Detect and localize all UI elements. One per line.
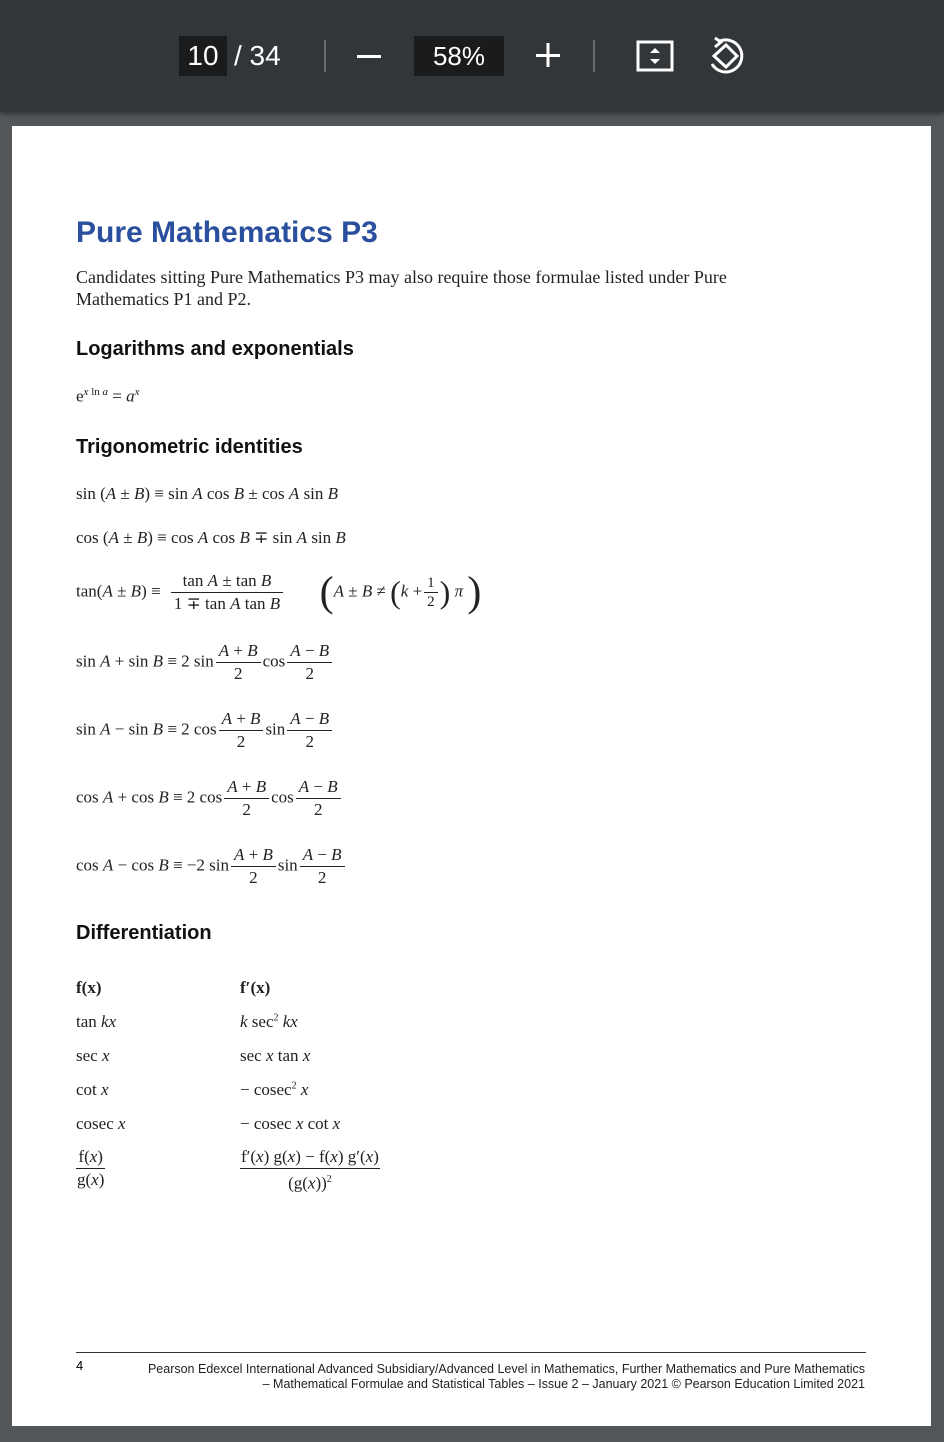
minus-icon [356,44,382,68]
rotate-icon [706,36,746,76]
diff-row-quotient-fpx: $\frac{f'(x) g(x) - f(x) g'(x)}{(g(x))^2}$ [241,1147,379,1193]
formula-cos-sum: cos (A ± B) ≡ cos A cos B ∓ sin A sin B [76,528,346,547]
diff-row-sec-fx: sec x [76,1046,110,1065]
rotate-button[interactable] [706,36,746,76]
page-total-label: / 34 [234,40,281,71]
plus-icon [535,42,561,68]
zoom-out-button[interactable] [356,44,382,68]
footer-page-number: 4 [76,1358,84,1373]
fit-to-page-button[interactable] [636,40,674,72]
diff-row-tan-fpx: k $\sec^2$ kx [240,1012,298,1031]
section-heading-trig: Trigonometric identities [76,436,303,458]
formula-cos-minus-cos: cos A − cos B ≡ −2 sin $\frac{A + B}{2}$ sin $\frac{A - B}{2}$ [76,844,347,889]
diff-table-header-fx: f(x) [76,978,102,997]
footer-text: Pearson Edexcel International Advanced Subsidiary/Advanced Level in Mathematics, Further Mathematics and Pure Mathematics – Mathematical Formulae and Statistical Tables – Issue 2 – January 2021 © Pearson Education Limited 2021 [147,1362,865,1391]
diff-row-quotient-fx: $\frac{f(x)}{g(x)}$ [77,1147,105,1189]
diff-row-cot-fpx: − cosec$^2$ x [240,1080,309,1099]
page-title: Pure Mathematics P3 [76,216,378,249]
formula-tan-sum: tan(A ± B) ≡ $\frac{\text{tan A ± tan B}}{\text{1 ∓ tan A tan B}}$ (A ± B ≠ (k + $\frac{1}{2}$ ) π ) [76,569,482,616]
toolbar-divider [593,40,595,72]
fit-page-icon [636,40,674,72]
formula-sin-plus-sin: sin A + sin B ≡ 2 sin $\frac{A + B}{2}$ cos $\frac{A - B}{2}$ [76,640,334,685]
zoom-in-button[interactable] [535,42,561,68]
formula-exp-log: $e^{x ln a} = a^x$ [76,386,140,406]
diff-row-cosec-fx: cosec x [76,1114,126,1133]
diff-table-header-fpx: f′(x) [240,978,271,997]
pdf-toolbar [0,0,944,112]
pdf-page [12,126,931,1426]
diff-row-cosec-fpx: − cosec x cot x [240,1114,341,1133]
diff-row-sec-fpx: sec x tan x [240,1046,311,1065]
section-heading-logarithms: Logarithms and exponentials [76,338,354,360]
intro-paragraph: Candidates sitting Pure Mathematics P3 may also require those formulae listed under Pure Mathematics P1 and P2. [76,267,727,309]
formula-sin-minus-sin: sin A − sin B ≡ 2 cos $\frac{A + B}{2}$ sin $\frac{A - B}{2}$ [76,708,334,753]
zoom-level-input[interactable]: 58% [414,36,504,76]
section-heading-differentiation: Differentiation [76,922,212,944]
formula-sin-sum: sin (A ± B) ≡ sin A cos B ± cos A sin B [76,484,339,503]
footer-divider [76,1352,866,1353]
toolbar-divider [324,40,326,72]
diff-row-cot-fx: cot x [76,1080,109,1099]
formula-cos-plus-cos: cos A + cos B ≡ 2 cos $\frac{A + B}{2}$ cos $\frac{A - B}{2}$ [76,776,343,821]
page-number-input[interactable]: 10 [179,36,227,76]
diff-row-tan-fx: tan kx [76,1012,117,1031]
